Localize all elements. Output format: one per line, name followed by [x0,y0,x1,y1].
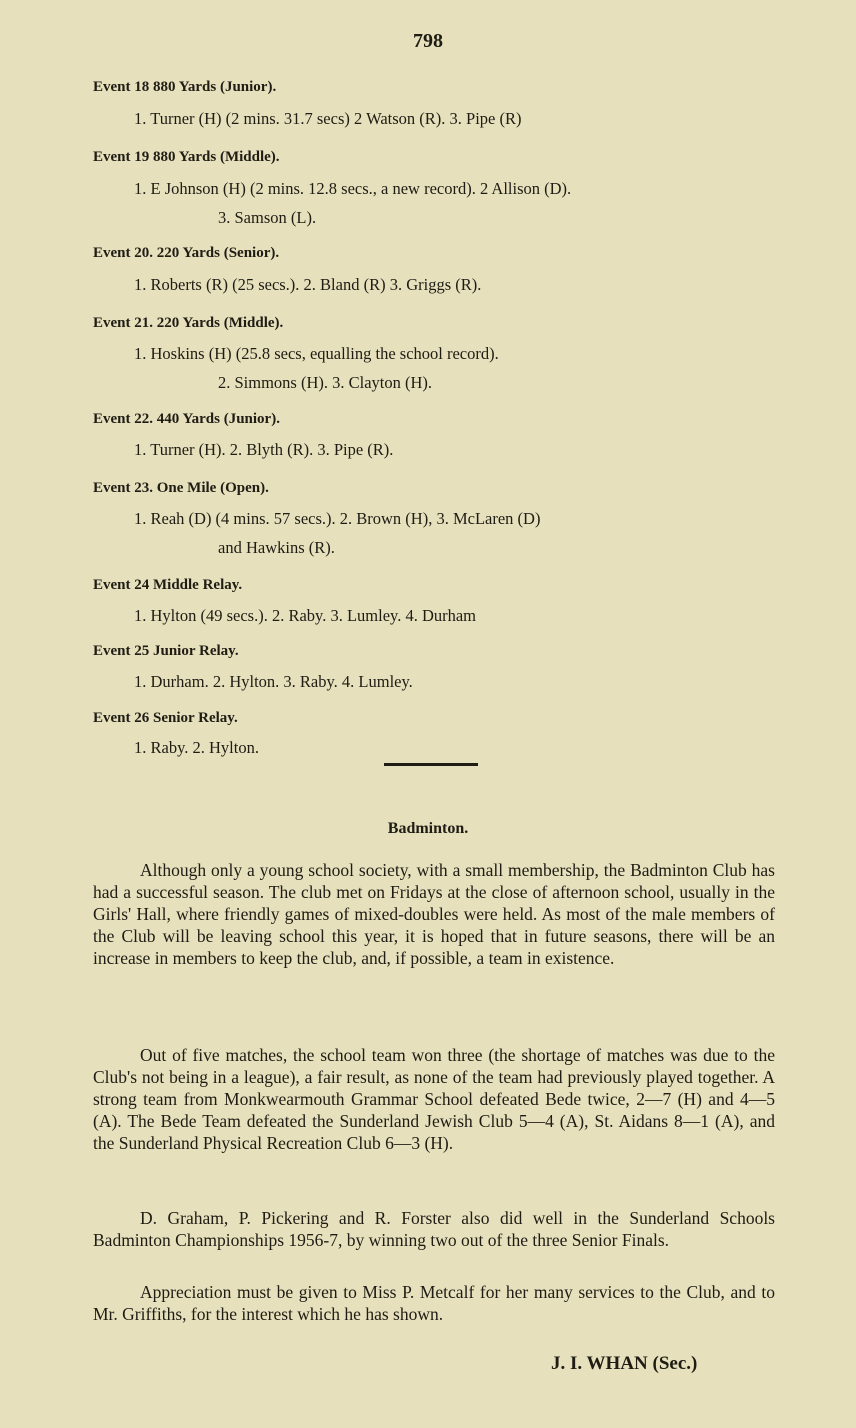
event-result: 1. Turner (H) (2 mins. 31.7 secs) 2 Watson (R). 3. Pipe (R) [134,109,522,128]
event-result: 1. Raby. 2. Hylton. [134,738,259,757]
event-title: Event 18 880 Yards (Junior). [93,79,277,95]
paragraph: D. Graham, P. Pickering and R. Forster also did well in the Sunderland Schools Badminton Championships 1956-7, by winning two out of the three Senior Finals. [93,1208,775,1250]
event-title: Event 23. One Mile (Open). [93,480,269,496]
paragraph: Although only a young school society, with a small membership, the Badminton Club has had a successful season. The club met on Fridays at the close of afternoon school, usually in the Girls' Hall, where friendly games of mixed-doubles were held. As most of the male members of the Club will be leaving school this year, it is hoped that in future seasons, there will be an increase in members to keep the club, and, if possible, a team in existence. [93,860,775,968]
paragraph: Out of five matches, the school team won three (the shortage of matches was due to the Club's not being in a league), a fair result, as none of the team had previously played together. A strong team from Monkwearmouth Grammar School defeated Bede twice, 2—7 (H) and 4—5 (A). The Bede Team defeated the Sunderland Jewish Club 5—4 (A), St. Aidans 8—1 (A), and the Sunderland Physical Recreation Club 6—3 (H). [93,1045,775,1153]
event-result: 3. Samson (L). [218,208,317,227]
event-title: Event 25 Junior Relay. [93,643,239,659]
event-result: 2. Simmons (H). 3. Clayton (H). [218,373,433,392]
divider-rule [384,763,478,766]
event-title: Event 20. 220 Yards (Senior). [93,245,280,261]
page-number: 798 [413,30,443,52]
event-result: and Hawkins (R). [218,538,335,557]
event-result: 1. Roberts (R) (25 secs.). 2. Bland (R) 3. Griggs (R). [134,275,482,294]
event-result: 1. Hylton (49 secs.). 2. Raby. 3. Lumley. 4. Durham [134,606,477,625]
event-result: 1. Reah (D) (4 mins. 57 secs.). 2. Brown (H), 3. McLaren (D) [134,509,541,528]
event-title: Event 24 Middle Relay. [93,577,243,593]
event-title: Event 19 880 Yards (Middle). [93,149,280,165]
event-result: 1. Turner (H). 2. Blyth (R). 3. Pipe (R). [134,440,394,459]
event-title: Event 21. 220 Yards (Middle). [93,315,284,331]
event-title: Event 22. 440 Yards (Junior). [93,411,280,427]
signature: J. I. WHAN (Sec.) [551,1353,698,1374]
event-result: 1. E Johnson (H) (2 mins. 12.8 secs., a new record). 2 Allison (D). [134,179,572,198]
event-result: 1. Hoskins (H) (25.8 secs, equalling the school record). [134,344,499,363]
event-result: 1. Durham. 2. Hylton. 3. Raby. 4. Lumley. [134,672,413,691]
event-title: Event 26 Senior Relay. [93,710,238,726]
section-title: Badminton. [387,820,469,837]
paragraph: Appreciation must be given to Miss P. Metcalf for her many services to the Club, and to Mr. Griffiths, for the interest which he has shown. [93,1282,775,1324]
